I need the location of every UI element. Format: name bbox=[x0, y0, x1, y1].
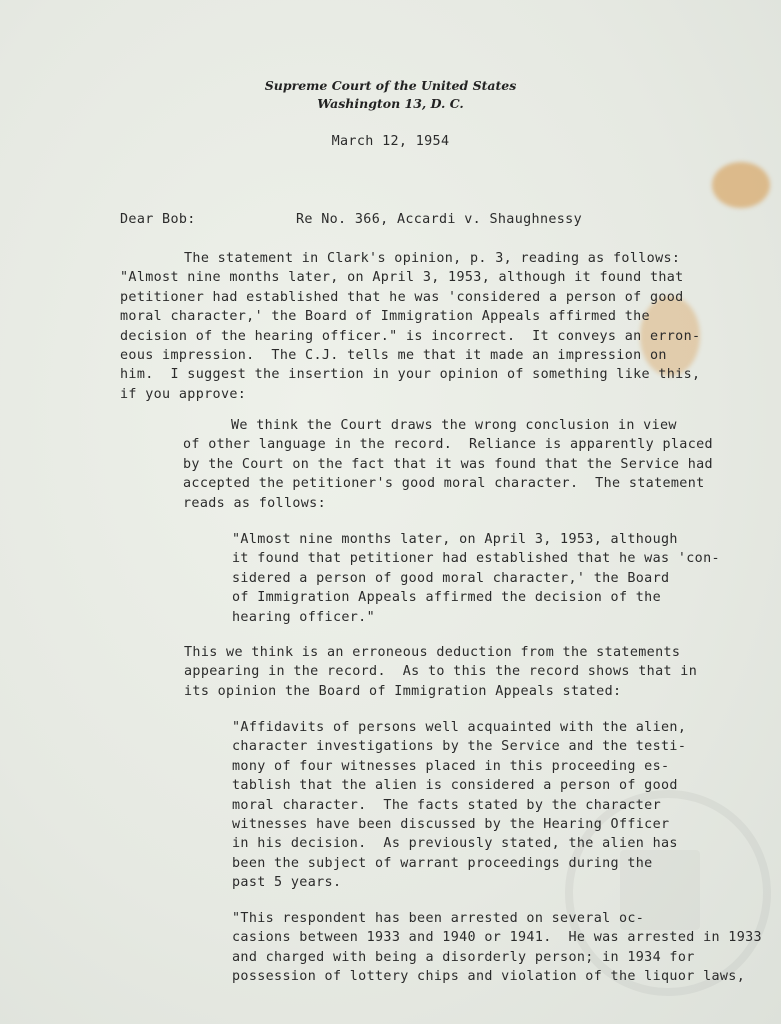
text-line: eous impression. The C.J. tells me that it made an impression on bbox=[120, 348, 667, 363]
text-line: "Almost nine months later, on April 3, 1953, although bbox=[232, 532, 678, 547]
letterhead-court: Supreme Court of the United States bbox=[264, 78, 517, 93]
text-line: accepted the petitioner's good moral character. The statement bbox=[183, 476, 705, 492]
letterhead-city: Washington 13, D. C. bbox=[317, 96, 464, 111]
text-line: sidered a person of good moral character,' the Board bbox=[232, 570, 670, 586]
text-line: of Immigration Appeals affirmed the decision of the bbox=[232, 590, 662, 606]
text-line: past 5 years. bbox=[232, 875, 342, 891]
text-line: "This respondent has been arrested on several oc- bbox=[232, 911, 645, 926]
text-line: been the subject of warrant proceedings during the bbox=[232, 855, 653, 871]
text-line: The statement in Clark's opinion, p. 3, reading as follows: bbox=[184, 251, 681, 266]
text-line: it found that petitioner had established that he was 'con- bbox=[232, 551, 720, 567]
text-line: by the Court on the fact that it was found that the Service had bbox=[183, 456, 713, 472]
text-line: possession of lottery chips and violation of the liquor laws, bbox=[232, 969, 746, 985]
text-line: if you approve: bbox=[120, 386, 247, 402]
text-line: witnesses have been discussed by the Hearing Officer bbox=[232, 817, 670, 832]
stain-top-right bbox=[712, 162, 770, 208]
text-line: "Affidavits of persons well acquainted with the alien, bbox=[232, 720, 687, 735]
text-line: reads as follows: bbox=[183, 495, 327, 511]
text-line: its opinion the Board of Immigration Appeals stated: bbox=[184, 683, 622, 699]
text-line: moral character,' the Board of Immigration Appeals affirmed the bbox=[120, 309, 650, 325]
text-line: moral character. The facts stated by the character bbox=[232, 797, 662, 813]
text-line: and charged with being a disorderly person; in 1934 for bbox=[232, 949, 695, 965]
text-line: This we think is an erroneous deduction from the statements bbox=[184, 645, 681, 660]
text-line: him. I suggest the insertion in your opinion of something like this, bbox=[120, 367, 701, 383]
text-line: hearing officer." bbox=[232, 609, 376, 625]
text-line: We think the Court draws the wrong conclusion in view bbox=[231, 418, 677, 433]
text-line: tablish that the alien is considered a person of good bbox=[232, 778, 678, 794]
text-line: of other language in the record. Reliance is apparently placed bbox=[183, 437, 713, 453]
text-line: casions between 1933 and 1940 or 1941. He was arrested in 1933 bbox=[232, 930, 762, 946]
text-line: in his decision. As previously stated, the alien has bbox=[232, 836, 678, 852]
letter-date: March 12, 1954 bbox=[331, 134, 450, 149]
text-line: petitioner had established that he was 'considered a person of good bbox=[120, 289, 684, 305]
text-line: character investigations by the Service and the testi- bbox=[232, 739, 687, 755]
text-line: mony of four witnesses placed in this proceeding es- bbox=[232, 758, 670, 774]
salutation: Dear Bob: bbox=[120, 212, 196, 227]
text-line: "Almost nine months later, on April 3, 1953, although it found that bbox=[120, 270, 684, 286]
re-line: Re No. 366, Accardi v. Shaughnessy bbox=[296, 212, 583, 227]
text-line: decision of the hearing officer." is incorrect. It conveys an erron- bbox=[120, 328, 701, 344]
text-line: appearing in the record. As to this the record shows that in bbox=[184, 664, 698, 680]
